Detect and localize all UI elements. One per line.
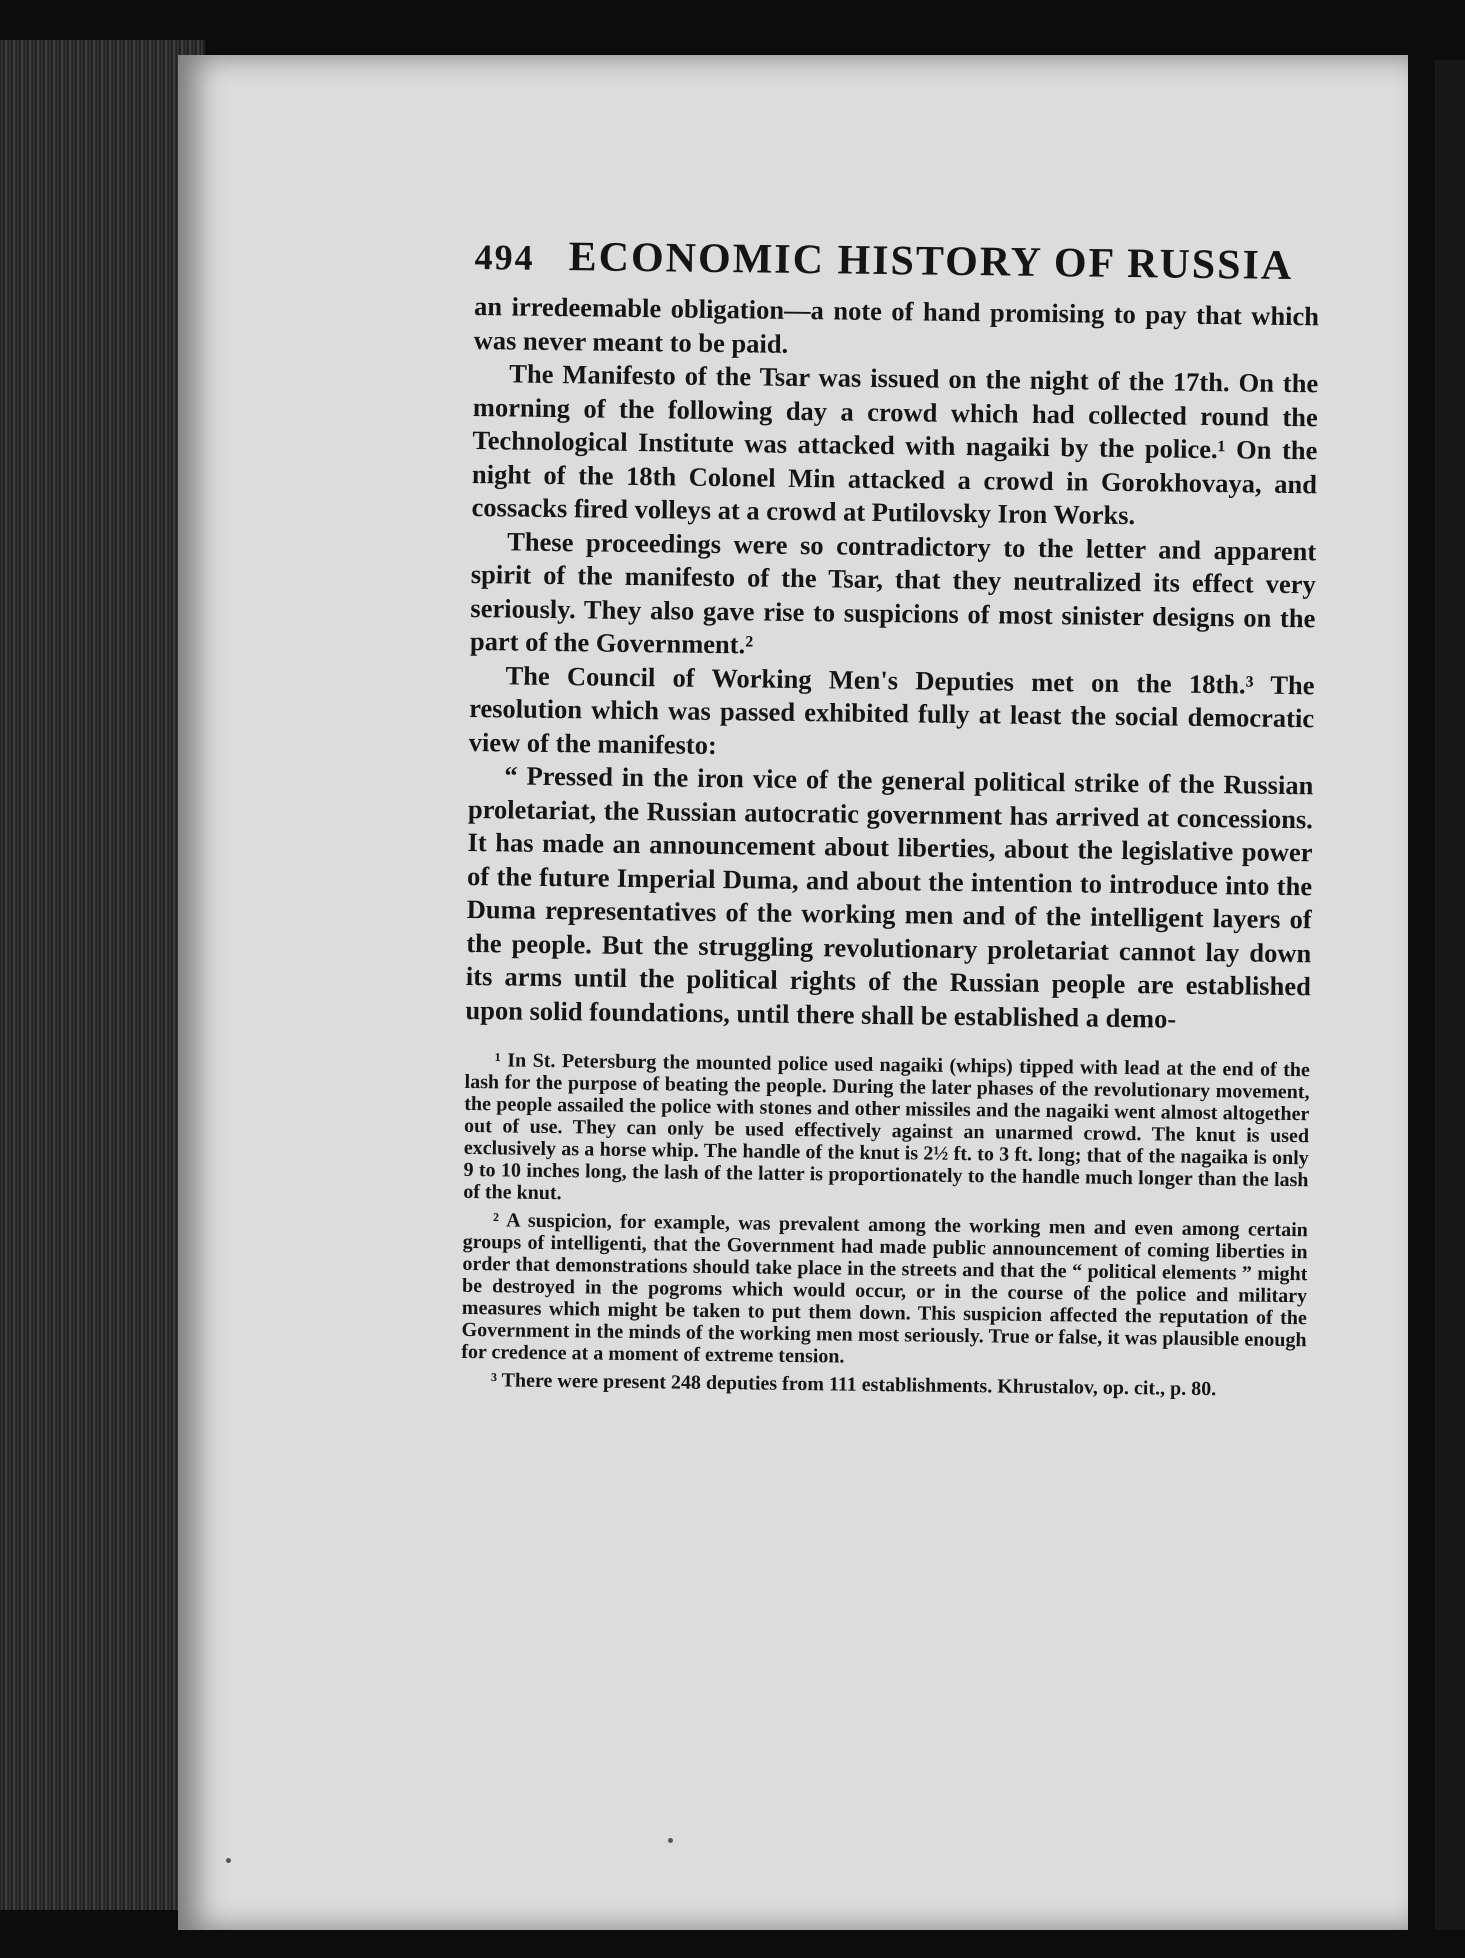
- paragraph: The Council of Working Men's Deputies met on the 18th.³ The resolution which was passed exhibited fully at least the social democratic view of the manifesto:: [468, 659, 1315, 760]
- quoted-resolution: “ Pressed in the iron vice of the general political strike of the Russian proletariat, the Russian autocratic government has arrived at concessions. It has made an announcement about liberties, about the legislative power of the future Imperial Duma, and about the intention to introduce into the Duma representatives of the working men and of the intelligent layers of the people. But the struggling revolutionary proletariat cannot lay down its arms until the political rights of the Russian people are established upon solid foundations, until there shall be established a demo-: [465, 760, 1314, 1034]
- footnote-2: ² A suspicion, for example, was prevalent among the working men and even among certain groups of intelligenti, that the Government had made public announcement of coming liberties in order that demonstrations should take place in the streets and that the “ political elements ” might be destroyed in the pogroms which would occur, or in the course of the police and military measures which might be taken to put them down. This suspicion affected the reputation of the Government in the minds of the working men most seriously. True or false, it was plausible enough for credence at a moment of extreme tension.: [461, 1209, 1309, 1368]
- paragraph: The Manifesto of the Tsar was issued on the night of the 17th. On the morning of the following day a crowd which had collected round the Technological Institute was attacked with nagaiki by the police.¹ On the night of the 18th Colonel Min attacked a crowd in Gorokhovaya, and cossacks fired volleys at a crowd at Putilovsky Iron Works.: [471, 358, 1319, 531]
- paragraph: These proceedings were so contradictory to the letter and apparent spirit of the manifesto of the Tsar, that they neutralized its effect very seriously. They also gave rise to suspicions of most sinister designs on the part of the Government.²: [469, 525, 1317, 660]
- footnotes: [461, 1049, 1310, 1401]
- page-content: [461, 232, 1320, 1401]
- speck-mark: [668, 1838, 673, 1843]
- page-number: 494: [474, 236, 535, 278]
- body-text: [465, 290, 1319, 1037]
- speck-mark: [226, 1858, 231, 1863]
- book-page-edges: [0, 40, 205, 1910]
- footnote-3: ³ There were present 248 deputies from 111 establishments. Khrustalov, op. cit., p. 80.: [490, 1369, 1217, 1401]
- footnote-1: ¹ In St. Petersburg the mounted police used nagaiki (whips) tipped with lead at the end of the lash for the purpose of beating the people. During the later phases of the revolutionary movement, the people assailed the police with stones and other missiles and the nagaiki went almost altogether out of use. They can only be used effectively against an unarmed crowd. The knut is used exclusively as a horse whip. The handle of the knut is 2½ ft. to 3 ft. long; that of the nagaika is only 9 to 10 inches long, the lash of the latter is proportionately to the handle much longer than the lash of the knut.: [463, 1049, 1310, 1205]
- running-title: ECONOMIC HISTORY OF RUSSIA: [568, 234, 1294, 289]
- running-head: [474, 232, 1320, 290]
- paragraph: an irredeemable obligation—a note of hand promising to pay that which was never meant to be paid.: [473, 290, 1320, 359]
- facing-page-edge: [1435, 60, 1465, 1930]
